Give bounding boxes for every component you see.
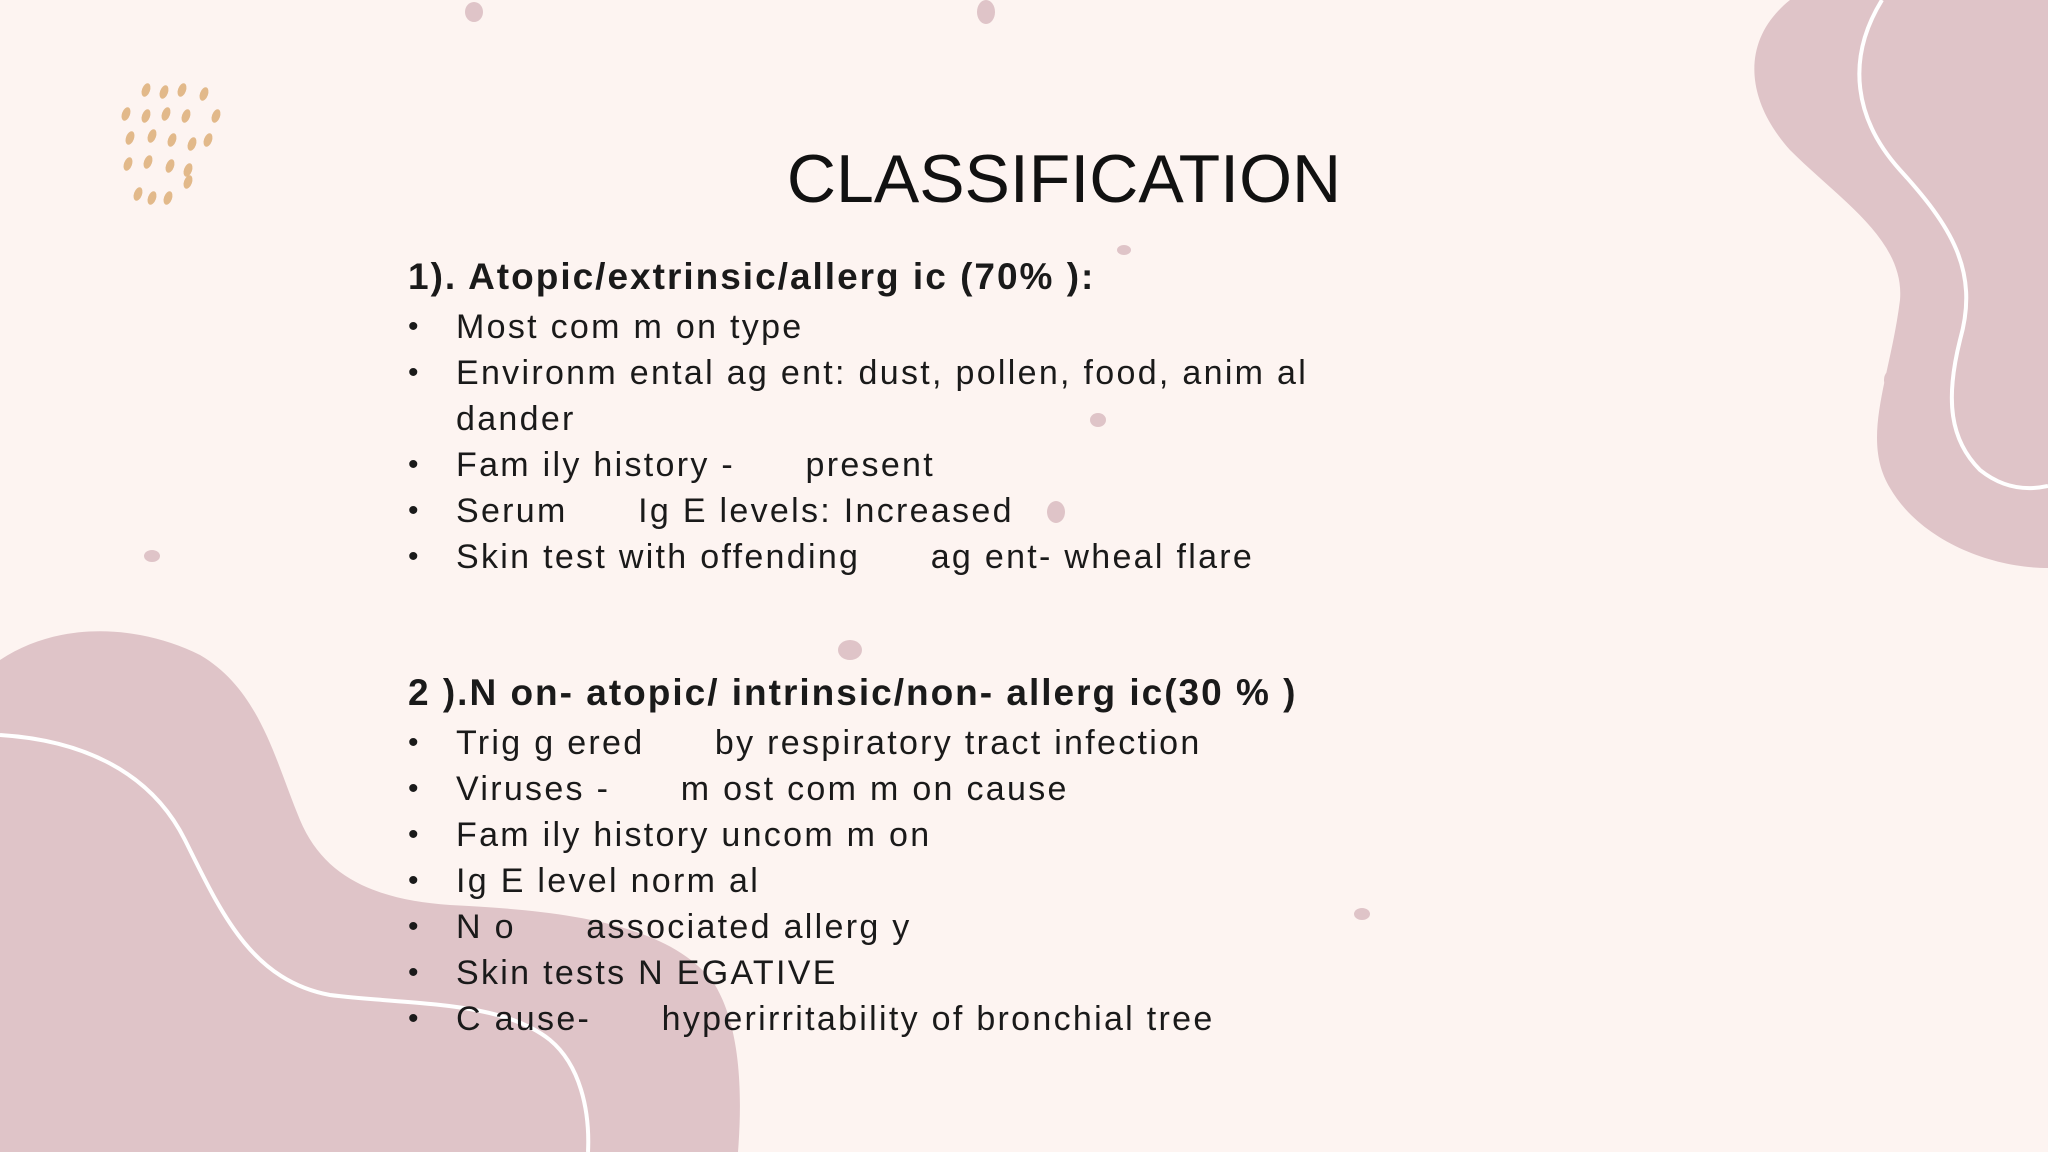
list-item: • Most com m on type (408, 304, 1356, 350)
list-item: • Viruses - m ost com m on cause (408, 766, 1298, 812)
list-item: • Fam ily history - present (408, 442, 1356, 488)
list-item: • Trig g ered by respiratory tract infection (408, 720, 1298, 766)
bullet-list (408, 720, 1298, 1042)
list-item: • Serum Ig E levels: Increased (408, 488, 1356, 534)
list-item: • Skin test with offending ag ent- wheal flare (408, 534, 1356, 580)
section-atopic (408, 256, 1356, 580)
list-item: • N o associated allerg y (408, 904, 1298, 950)
list-item: • Ig E level norm al (408, 858, 1298, 904)
slide-title: CLASSIFICATION (786, 141, 1342, 217)
section-non-atopic (408, 672, 1298, 1042)
list-item: • Fam ily history uncom m on (408, 812, 1298, 858)
list-item: • Skin tests N EGATIVE (408, 950, 1298, 996)
section-heading: 1). Atopic/extrinsic/allerg ic (70% ): (408, 256, 1096, 297)
bullet-list (408, 304, 1356, 580)
list-item: • C ause- hyperirritability of bronchial tree (408, 996, 1298, 1042)
section-heading: 2 ).N on- atopic/ intrinsic/non- allerg ic(30 % ) (408, 672, 1298, 713)
list-item: • Environm ental ag ent: dust, pollen, food, anim al dander (408, 350, 1356, 442)
